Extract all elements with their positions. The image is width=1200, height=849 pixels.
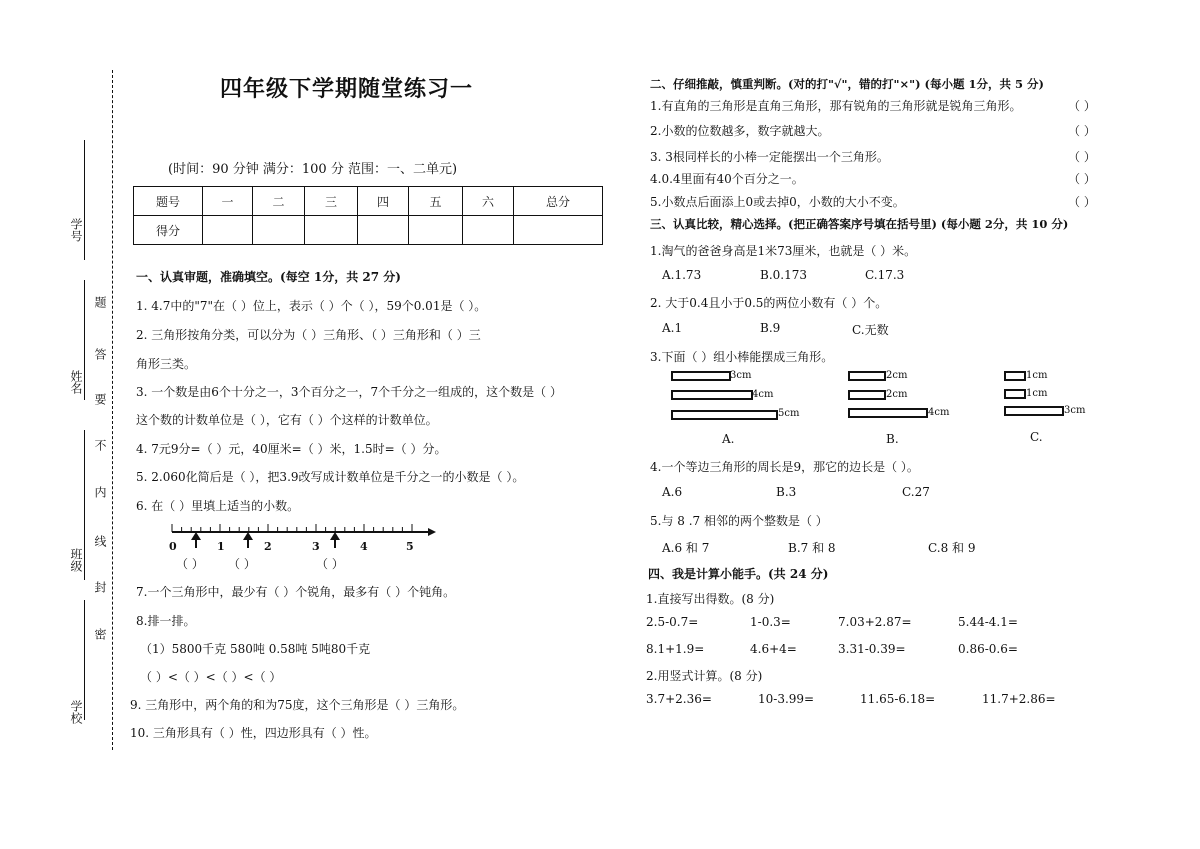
section2-heading: 二、仔细推敲，慎重判断。(对的打"√"，错的打"×") (每小题 1分，共 5 分) xyxy=(650,77,1044,91)
student-id-blank xyxy=(84,140,86,260)
choice-option[interactable]: C.8 和 9 xyxy=(928,541,976,555)
choice-option[interactable]: C.17.3 xyxy=(865,268,905,282)
answer-blank[interactable]: （ ） xyxy=(1068,172,1096,186)
question-line: 角形三类。 xyxy=(136,357,197,371)
stick xyxy=(671,390,753,400)
stick xyxy=(848,371,886,381)
stick xyxy=(1004,371,1026,381)
calc-item: 8.1+1.9= xyxy=(646,642,705,656)
answer-blank[interactable]: （ ） xyxy=(1068,99,1096,113)
judgment-item: 2.小数的位数越多，数字就越大。 xyxy=(650,124,830,138)
judgment-item: 1.有直角的三角形是直角三角形，那有锐角的三角形就是锐角三角形。 xyxy=(650,99,1022,113)
question-line: 1. 4.7中的"7"在（ ）位上，表示（ ）个（ ），59个0.01是（ ）。 xyxy=(136,299,487,313)
question-line: 8.排一排。 xyxy=(136,614,196,628)
stick-label: 4cm xyxy=(928,407,950,418)
school-label: 学校 xyxy=(69,700,83,724)
name-blank xyxy=(84,280,86,400)
table-cell: 得分 xyxy=(134,216,203,245)
question-line: 5. 2.060化简后是（ ），把3.9改写成计数单位是千分之一的小数是（ ）。 xyxy=(136,470,525,484)
exam-info: (时间：90 分钟 满分：100 分 范围：一、二单元) xyxy=(168,162,458,177)
table-cell: 题号 xyxy=(134,187,203,216)
judgment-item: 4.0.4里面有40个百分之一。 xyxy=(650,172,804,186)
question-line: 7.一个三角形中，最少有（ ）个锐角，最多有（ ）个钝角。 xyxy=(136,585,456,599)
answer-blank[interactable]: （ ） xyxy=(228,557,256,571)
stick-label: 4cm xyxy=(752,389,774,400)
calc-item: 11.7+2.86= xyxy=(982,692,1056,706)
seal-char: 线 xyxy=(93,535,107,547)
calc-item: 10-3.99= xyxy=(758,692,815,706)
choice-question: 3.下面（ ）组小棒能摆成三角形。 xyxy=(650,350,834,364)
table-cell: 五 xyxy=(409,187,463,216)
calc-item: 11.65-6.18= xyxy=(860,692,936,706)
table-cell: 总分 xyxy=(514,187,603,216)
number-line-ticks xyxy=(172,524,412,532)
choice-option[interactable]: A.1 xyxy=(662,321,683,335)
seal-char: 封 xyxy=(93,581,107,593)
class-label: 班级 xyxy=(69,548,83,572)
calc-item: 3.7+2.36= xyxy=(646,692,712,706)
number-line xyxy=(160,516,440,552)
section4-heading: 四、我是计算小能手。(共 24 分) xyxy=(648,567,829,581)
stick-label: 1cm xyxy=(1026,370,1048,381)
name-label: 姓名 xyxy=(69,370,83,394)
page-title: 四年级下学期随堂练习一 xyxy=(220,76,474,102)
seal-char: 答 xyxy=(93,348,107,360)
stick xyxy=(848,390,886,400)
seal-char: 题 xyxy=(93,296,107,308)
choice-question: 2. 大于0.4且小于0.5的两位小数有（ ）个。 xyxy=(650,296,888,310)
number-line-label: 3 xyxy=(312,540,320,553)
judgment-item: 3. 3根同样长的小棒一定能摆出一个三角形。 xyxy=(650,150,889,164)
score-table xyxy=(133,186,603,245)
stick-label: 1cm xyxy=(1026,388,1048,399)
choice-question: 1.淘气的爸爸身高是1米73厘米，也就是（ ）米。 xyxy=(650,244,917,258)
calc-item: 3.31-0.39= xyxy=(838,642,906,656)
answer-blank[interactable]: （ ） xyxy=(1068,150,1096,164)
question-line: 2. 三角形按角分类，可以分为（ ）三角形、（ ）三角形和（ ）三 xyxy=(136,328,481,342)
number-line-label: 5 xyxy=(406,540,414,553)
stick-label: 3cm xyxy=(730,370,752,381)
binding-margin xyxy=(0,0,120,849)
answer-blank[interactable]: （ ） xyxy=(1068,124,1096,138)
class-blank xyxy=(84,430,86,580)
score-table-header-row xyxy=(134,187,603,216)
number-line-label: 0 xyxy=(169,540,177,553)
stick-label: 3cm xyxy=(1064,405,1086,416)
calc-item: 5.44-4.1= xyxy=(958,615,1018,629)
choice-option[interactable]: C.无数 xyxy=(852,323,889,337)
stick xyxy=(1004,389,1026,399)
stick-label: 5cm xyxy=(778,408,800,419)
stick xyxy=(671,371,731,381)
table-cell: 三 xyxy=(305,187,358,216)
seal-char: 密 xyxy=(93,628,107,640)
table-cell: 二 xyxy=(253,187,305,216)
choice-question: 4.一个等边三角形的周长是9，那它的边长是（ ）。 xyxy=(650,460,919,474)
answer-blank[interactable]: （ ） xyxy=(176,557,204,571)
stick-label: 2cm xyxy=(886,370,908,381)
seal-char: 内 xyxy=(93,486,107,498)
table-cell: 六 xyxy=(463,187,514,216)
question-line: 6. 在（ ）里填上适当的小数。 xyxy=(136,499,300,513)
choice-question: 5.与 8 .7 相邻的两个整数是（ ） xyxy=(650,514,828,528)
score-input-cell[interactable] xyxy=(358,216,409,245)
seal-char: 要 xyxy=(93,393,107,405)
stick xyxy=(1004,406,1064,416)
judgment-item: 5.小数点后面添上0或去掉0，小数的大小不变。 xyxy=(650,195,905,209)
seal-dashed-line xyxy=(112,70,114,750)
question-line: 10. 三角形具有（ ）性，四边形具有（ ）性。 xyxy=(130,726,377,740)
question-line: 这个数的计数单位是（ ），它有（ ）个这样的计数单位。 xyxy=(136,413,438,427)
score-table-score-row xyxy=(134,216,603,245)
score-input-cell[interactable] xyxy=(253,216,305,245)
question-line: 4. 7元9分=（ ）元，40厘米=（ ）米，1.5时=（ ）分。 xyxy=(136,442,447,456)
number-line-label: 1 xyxy=(217,540,225,553)
choice-option[interactable]: B.9 xyxy=(760,321,781,335)
score-input-cell[interactable] xyxy=(305,216,358,245)
section1-heading: 一、认真审题，准确填空。(每空 1分，共 27 分) xyxy=(136,270,401,284)
student-id-label: 学号 xyxy=(69,218,83,242)
score-input-cell[interactable] xyxy=(409,216,463,245)
stick xyxy=(671,410,778,420)
choice-option[interactable]: B.7 和 8 xyxy=(788,541,836,555)
group-label[interactable]: B. xyxy=(886,432,899,446)
question-line: （1）5800千克 580吨 0.58吨 5吨80千克 xyxy=(140,642,371,656)
choice-option[interactable]: B.3 xyxy=(776,485,797,499)
number-line-label: 4 xyxy=(360,540,368,553)
answer-blank[interactable]: （ ） xyxy=(1068,195,1096,209)
calc-part-heading: 1.直接写出得数。(8 分) xyxy=(646,592,775,606)
calc-item: 4.6+4= xyxy=(750,642,797,656)
calc-part-heading: 2.用竖式计算。(8 分) xyxy=(646,669,763,683)
question-line: 3. 一个数是由6个十分之一，3个百分之一，7个千分之一组成的，这个数是（ ） xyxy=(136,385,562,399)
calc-item: 7.03+2.87= xyxy=(838,615,912,629)
score-input-cell[interactable] xyxy=(514,216,603,245)
choice-option[interactable]: C.27 xyxy=(902,485,930,499)
choice-option[interactable]: A.6 xyxy=(662,485,683,499)
score-input-cell[interactable] xyxy=(463,216,514,245)
choice-option[interactable]: A.6 和 7 xyxy=(662,541,710,555)
calc-item: 1-0.3= xyxy=(750,615,791,629)
stick-label: 2cm xyxy=(886,389,908,400)
calc-item: 0.86-0.6= xyxy=(958,642,1018,656)
stick xyxy=(848,408,928,418)
choice-option[interactable]: B.0.173 xyxy=(760,268,807,282)
group-label[interactable]: C. xyxy=(1030,430,1043,444)
number-line-label: 2 xyxy=(264,540,272,553)
seal-char: 不 xyxy=(93,439,107,451)
table-cell: 一 xyxy=(203,187,253,216)
table-cell: 四 xyxy=(358,187,409,216)
choice-option[interactable]: A.1.73 xyxy=(662,268,702,282)
section3-heading: 三、认真比较，精心选择。(把正确答案序号填在括号里) (每小题 2分，共 10 分) xyxy=(650,217,1069,231)
school-blank xyxy=(84,600,86,720)
question-line: 9. 三角形中，两个角的和为75度，这个三角形是（ ）三角形。 xyxy=(130,698,465,712)
answer-blank[interactable]: （ ） xyxy=(316,557,344,571)
score-input-cell[interactable] xyxy=(203,216,253,245)
group-label[interactable]: A. xyxy=(722,432,735,446)
question-line: （ ）<（ ）<（ ）<（ ） xyxy=(140,670,282,684)
calc-item: 2.5-0.7= xyxy=(646,615,699,629)
